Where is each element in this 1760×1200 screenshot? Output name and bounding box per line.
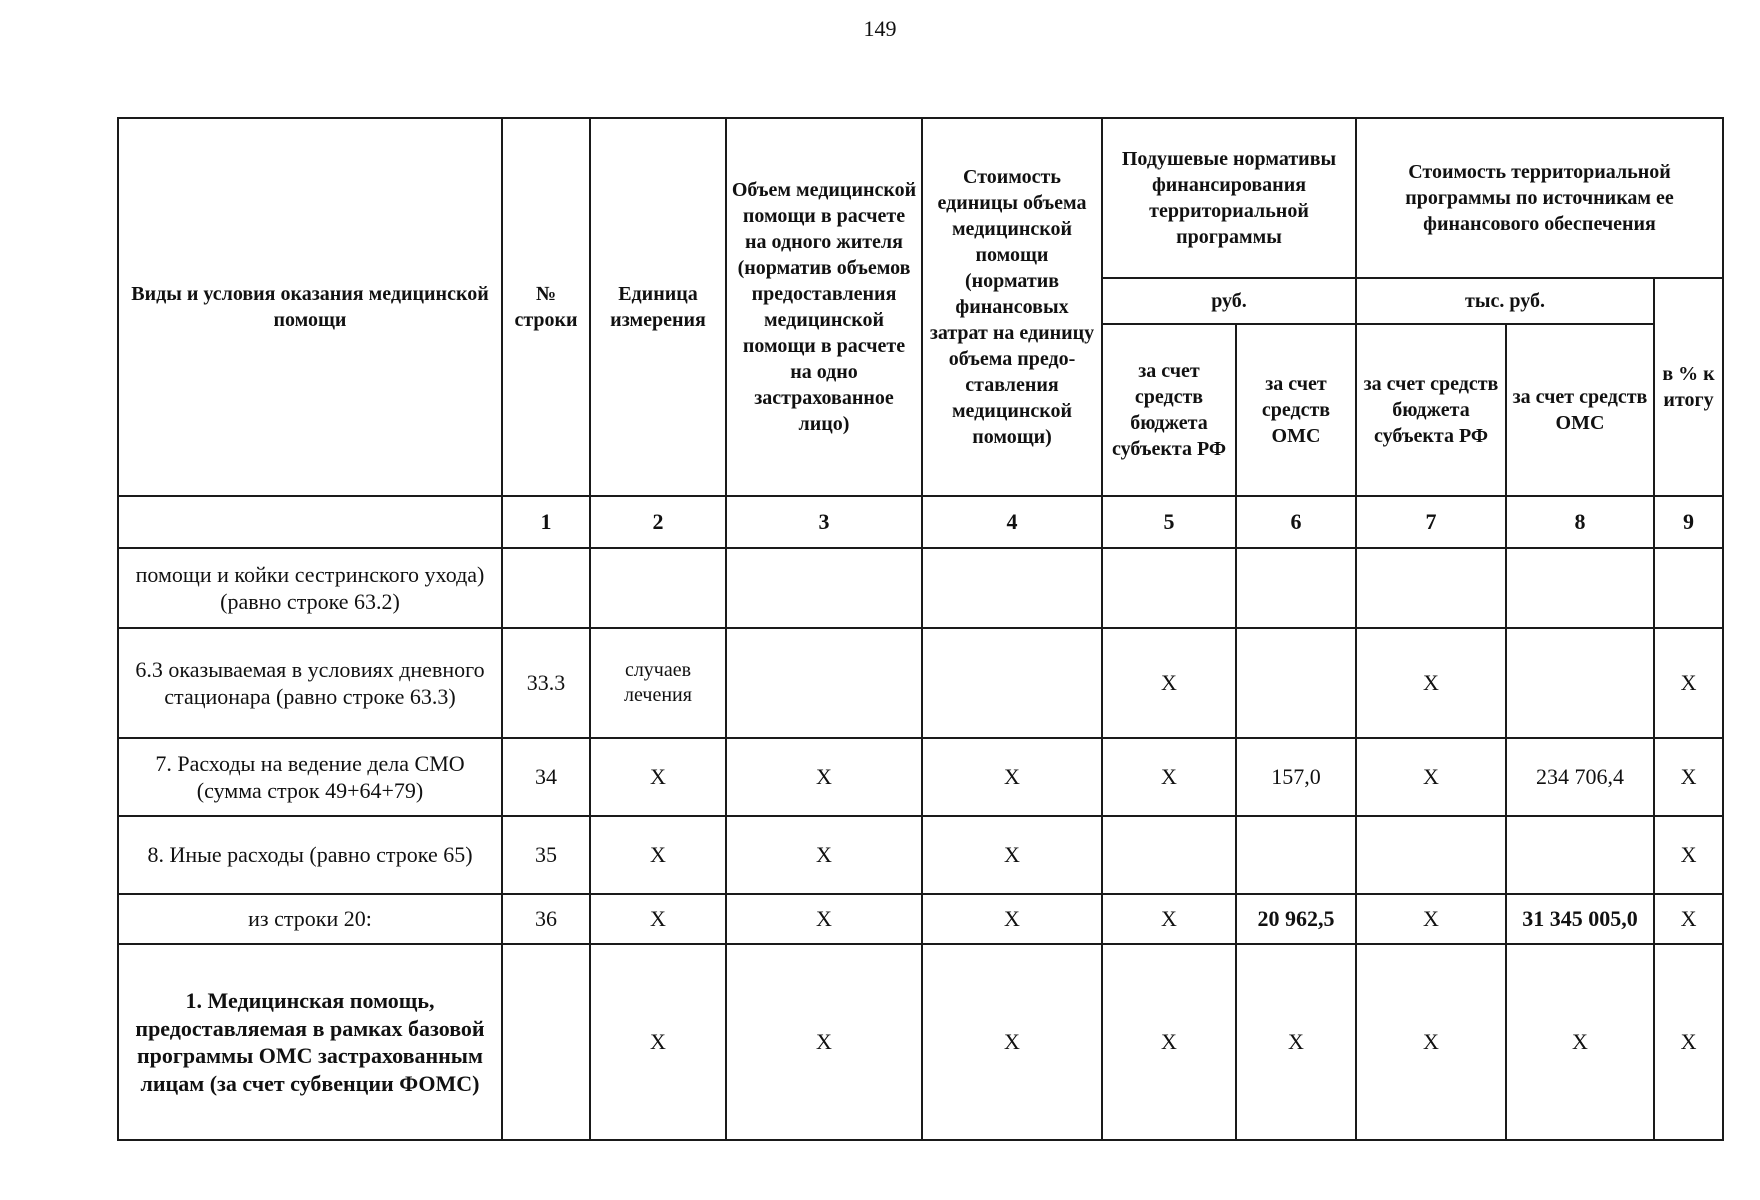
header-volume: Объем медицинской помощи в расчете на одного жителя (норматив объемов предоставления медицинской помощи в расчете на одно застрахованное лицо) <box>726 118 922 496</box>
header-budget-rf-2: за счет средств бюджета субъекта РФ <box>1356 324 1506 496</box>
table-cell <box>922 628 1102 738</box>
table-cell: Х <box>1356 944 1506 1140</box>
table-cell <box>1506 628 1654 738</box>
header-unit: Единица измерения <box>590 118 726 496</box>
header-thous-rub: тыс. руб. <box>1356 278 1654 324</box>
header-program-cost: Стоимость территориальной программы по источникам ее финансового обеспечения <box>1356 118 1723 278</box>
table-row <box>118 548 1723 628</box>
column-number: 7 <box>1356 496 1506 548</box>
table-cell <box>922 548 1102 628</box>
header-per-capita: Подушевые нормативы финансирования территориальной программы <box>1102 118 1356 278</box>
table-cell: 157,0 <box>1236 738 1356 816</box>
row-label: 8. Иные расходы (равно строке 65) <box>118 816 502 894</box>
table-cell: Х <box>1356 894 1506 944</box>
table-cell: Х <box>922 944 1102 1140</box>
column-numbers-row <box>118 496 1723 548</box>
table-cell <box>1102 548 1236 628</box>
column-number: 5 <box>1102 496 1236 548</box>
header-percent: в % к итогу <box>1654 278 1723 496</box>
table-cell: 31 345 005,0 <box>1506 894 1654 944</box>
table-cell: Х <box>726 944 922 1140</box>
column-number: 8 <box>1506 496 1654 548</box>
table-cell: Х <box>1654 894 1723 944</box>
table-cell: Х <box>590 816 726 894</box>
column-number: 2 <box>590 496 726 548</box>
column-number: 6 <box>1236 496 1356 548</box>
table-cell: Х <box>1506 944 1654 1140</box>
header-budget-rf: за счет средств бюджета субъекта РФ <box>1102 324 1236 496</box>
table-cell: 234 706,4 <box>1506 738 1654 816</box>
table-cell: 35 <box>502 816 590 894</box>
financial-table <box>117 117 1724 1141</box>
table-cell <box>502 944 590 1140</box>
table-cell: Х <box>590 894 726 944</box>
header-oms-2: за счет средств ОМС <box>1506 324 1654 496</box>
table-cell <box>1654 548 1723 628</box>
table-cell: Х <box>590 944 726 1140</box>
table-row <box>118 816 1723 894</box>
table-cell: случаев лечения <box>590 628 726 738</box>
table-cell <box>1356 816 1506 894</box>
table-cell <box>590 548 726 628</box>
table-cell: Х <box>922 816 1102 894</box>
table-cell <box>1356 548 1506 628</box>
table-cell: Х <box>1356 738 1506 816</box>
table-row <box>118 944 1723 1140</box>
table-cell: 34 <box>502 738 590 816</box>
table-cell <box>502 548 590 628</box>
table-cell: Х <box>726 738 922 816</box>
header-row-1 <box>118 118 1723 278</box>
table-cell: Х <box>1102 628 1236 738</box>
table-row <box>118 738 1723 816</box>
table-cell: Х <box>726 894 922 944</box>
header-kind: Виды и условия оказания медицинской помощи <box>118 118 502 496</box>
table-cell: 20 962,5 <box>1236 894 1356 944</box>
column-number: 9 <box>1654 496 1723 548</box>
table-row <box>118 628 1723 738</box>
table-cell: Х <box>1102 894 1236 944</box>
table-cell: Х <box>590 738 726 816</box>
table-cell <box>1506 548 1654 628</box>
row-label: 6.3 оказываемая в условиях дневного стационара (равно строке 63.3) <box>118 628 502 738</box>
table-cell: Х <box>1356 628 1506 738</box>
table-cell: 36 <box>502 894 590 944</box>
table-cell <box>726 548 922 628</box>
document-table-wrapper <box>117 117 1722 1141</box>
table-cell <box>726 628 922 738</box>
column-number: 3 <box>726 496 922 548</box>
header-oms: за счет средств ОМС <box>1236 324 1356 496</box>
column-number: 4 <box>922 496 1102 548</box>
table-cell: Х <box>1654 944 1723 1140</box>
table-cell <box>1506 816 1654 894</box>
table-cell <box>1102 816 1236 894</box>
table-cell <box>1236 628 1356 738</box>
table-cell: Х <box>922 738 1102 816</box>
table-cell: Х <box>1236 944 1356 1140</box>
table-cell: Х <box>1654 738 1723 816</box>
row-label: помощи и койки сестринского ухода) (равно строке 63.2) <box>118 548 502 628</box>
table-cell: Х <box>1654 816 1723 894</box>
table-cell: Х <box>1102 944 1236 1140</box>
table-cell <box>1236 816 1356 894</box>
row-label: 7. Расходы на ведение дела СМО (сумма строк 49+64+79) <box>118 738 502 816</box>
table-cell: Х <box>922 894 1102 944</box>
table-cell: Х <box>726 816 922 894</box>
header-cost: Стоимость единицы объема медицинской помощи (норматив финансовых затрат на единицу объема предо-ставления медицинской помощи) <box>922 118 1102 496</box>
table-cell <box>1236 548 1356 628</box>
column-number: 1 <box>502 496 590 548</box>
table-row <box>118 894 1723 944</box>
table-cell: 33.3 <box>502 628 590 738</box>
table-cell: Х <box>1654 628 1723 738</box>
column-number <box>118 496 502 548</box>
table-cell: Х <box>1102 738 1236 816</box>
row-label: 1. Медицинская помощь, предоставляемая в рамках базовой программы ОМС застрахованным лицам (за счет субвенции ФОМС) <box>118 944 502 1140</box>
row-label: из строки 20: <box>118 894 502 944</box>
header-rub: руб. <box>1102 278 1356 324</box>
page-number: 149 <box>863 16 897 41</box>
header-row-no: № строки <box>502 118 590 496</box>
